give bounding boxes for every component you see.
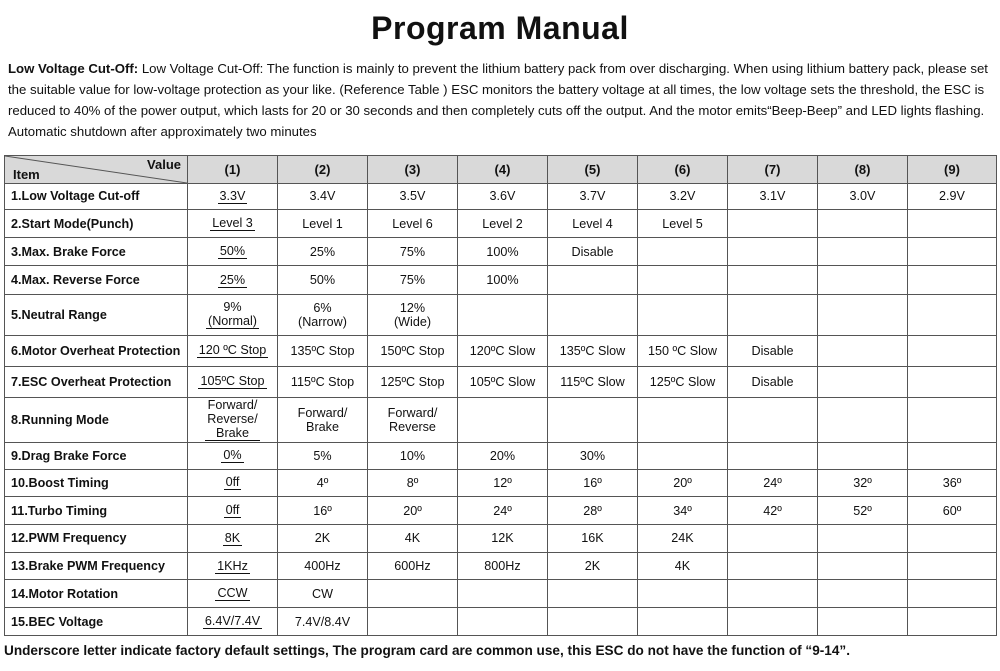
table-cell [458,608,548,636]
cell-value: Disable [571,244,614,259]
table-cell [188,608,278,636]
table-cell [908,209,997,238]
table-cell [458,209,548,238]
cell-value: 20º [403,503,422,518]
default-value: 3.3V [219,188,246,203]
table-cell [458,469,548,497]
row-item-label: 7.ESC Overheat Protection [5,366,188,397]
row-item-label: 5.Neutral Range [5,294,188,335]
row-item-label: 4.Max. Reverse Force [5,266,188,295]
cell-value: 120ºC Slow [469,343,536,358]
table-cell [188,266,278,295]
table-cell [908,552,997,580]
table-cell [638,366,728,397]
table-cell [188,366,278,397]
table-cell [638,580,728,608]
default-value: 25% [219,272,246,287]
table-cell [458,184,548,210]
cell-value: 16º [313,503,332,518]
table-cell [368,608,458,636]
table-row [5,238,997,266]
table-cell [368,442,458,469]
cell-value: 5% [313,448,332,463]
table-cell [728,335,818,366]
table-cell [818,266,908,295]
table-cell [908,580,997,608]
table-cell [368,294,458,335]
table-cell [548,266,638,295]
table-cell [548,608,638,636]
table-cell [548,524,638,552]
program-table [4,155,997,636]
column-header: (1) [188,156,278,184]
cell-value: 75% [399,244,426,259]
table-cell [278,184,368,210]
cell-value: 115ºC Slow [560,374,625,389]
default-value: 6.4V/7.4V [204,614,261,629]
default-value: 0ff [225,475,240,490]
table-cell [368,238,458,266]
table-row [5,266,997,295]
table-cell [728,469,818,497]
table-cell [908,397,997,442]
table-cell [818,397,908,442]
cell-value: CW [312,586,333,601]
table-row [5,397,997,442]
table-cell [638,552,728,580]
row-item-label: 2.Start Mode(Punch) [5,209,188,238]
table-row [5,469,997,497]
header-corner [5,156,188,184]
cell-value: 3.4V [309,189,336,204]
table-cell [818,335,908,366]
table-cell [368,366,458,397]
column-header: (2) [278,156,368,184]
default-value: Forward/ Reverse/ Brake [207,398,258,441]
table-cell [638,497,728,525]
table-cell [908,366,997,397]
table-cell [818,366,908,397]
cell-value: 7.4V/8.4V [294,614,351,629]
table-cell [548,184,638,210]
intro-paragraph [8,58,994,142]
table-cell [548,497,638,525]
table-cell [188,552,278,580]
table-cell [188,335,278,366]
table-cell [638,524,728,552]
table-cell [368,580,458,608]
default-value: 0% [223,448,242,463]
table-cell [908,469,997,497]
table-cell [548,552,638,580]
row-item-label: 13.Brake PWM Frequency [5,552,188,580]
table-cell [548,209,638,238]
table-cell [278,442,368,469]
cell-value: 100% [486,273,519,288]
table-cell [638,335,728,366]
cell-value: Disable [751,343,794,358]
table-cell [818,209,908,238]
table-cell [728,580,818,608]
table-cell [728,294,818,335]
table-cell [908,497,997,525]
cell-value: 2K [314,531,331,546]
table-cell [188,294,278,335]
intro-text: Low Voltage Cut-Off: The function is mainly to prevent the lithium battery pack from over discharging. When using lithium battery pack, please set the suitable value for low-voltage protection as your like. (Reference Table ) ESC monitors the battery voltage at all times, the low voltage sets the threshold, the ESC is reduced to 40% of the power output, which lasts for 20 or 30 seconds and then completely cuts off the output. And the motor emits“Beep-Beep” and LED lights flashing. Automatic shutdown after approximately two minutes [8,61,988,139]
table-cell [458,335,548,366]
cell-value: 20% [489,448,516,463]
cell-value: 24K [671,531,694,546]
table-cell [818,238,908,266]
cell-value: 4K [404,531,421,546]
table-cell [188,580,278,608]
cell-value: 16K [581,531,604,546]
row-item-label: 15.BEC Voltage [5,608,188,636]
cell-value: Level 6 [392,216,433,231]
table-cell [548,294,638,335]
cell-value: 3.7V [579,189,606,204]
cell-value: 125ºC Slow [649,374,716,389]
table-cell [278,335,368,366]
table-cell [278,580,368,608]
cell-value: 3.5V [399,189,426,204]
table-cell [278,238,368,266]
cell-value: Forward/ Reverse [387,405,438,434]
table-cell [458,366,548,397]
footer-note: Underscore letter indicate factory default settings, The program card are common use, this ESC do not have the function of “9-14”. [4,643,850,658]
cell-value: 34º [673,503,692,518]
table-cell [908,608,997,636]
cell-value: 150 ºC Slow [647,343,717,358]
table-cell [458,397,548,442]
cell-value: 12º [493,475,512,490]
cell-value: Level 1 [302,216,343,231]
table-cell [908,524,997,552]
table-cell [188,209,278,238]
cell-value: 24º [493,503,512,518]
table-cell [278,397,368,442]
table-cell [728,209,818,238]
table-row [5,497,997,525]
cell-value: 28º [583,503,602,518]
table-cell [368,469,458,497]
row-item-label: 9.Drag Brake Force [5,442,188,469]
cell-value: 30% [579,448,606,463]
cell-value: 75% [399,273,426,288]
cell-value: 4K [674,559,691,574]
cell-value: 16º [583,475,602,490]
cell-value: 105ºC Slow [469,374,536,389]
row-item-label: 6.Motor Overheat Protection [5,335,188,366]
table-header-row [5,156,997,184]
table-row [5,366,997,397]
cell-value: 3.1V [759,189,786,204]
table-cell [278,366,368,397]
table-cell [818,552,908,580]
table-cell [908,238,997,266]
cell-value: Disable [751,374,794,389]
row-item-label: 3.Max. Brake Force [5,238,188,266]
table-cell [728,266,818,295]
table-cell [728,608,818,636]
table-cell [908,184,997,210]
default-value: 8K [224,530,241,545]
default-value: CCW [217,586,248,601]
cell-value: 115ºC Stop [290,374,355,389]
table-cell [638,266,728,295]
table-cell [368,397,458,442]
table-cell [908,442,997,469]
table-cell [728,184,818,210]
table-cell [188,524,278,552]
corner-value-label: Value [147,157,181,172]
table-cell [728,397,818,442]
column-header: (8) [818,156,908,184]
cell-value: 3.2V [669,189,696,204]
cell-value: 50% [309,273,336,288]
table-cell [818,294,908,335]
table-cell [548,580,638,608]
table-cell [818,497,908,525]
column-header: (3) [368,156,458,184]
table-cell [278,608,368,636]
table-cell [458,442,548,469]
table-cell [368,209,458,238]
column-header: (5) [548,156,638,184]
table-cell [368,266,458,295]
table-cell [188,238,278,266]
cell-value: Level 4 [572,216,613,231]
table-cell [548,397,638,442]
cell-value: 36º [942,475,962,490]
table-cell [908,266,997,295]
cell-value: Level 2 [482,216,523,231]
table-cell [728,552,818,580]
table-cell [818,608,908,636]
cell-value: 150ºC Stop [380,343,445,358]
cell-value: 4º [316,475,329,490]
table-row [5,209,997,238]
table-cell [278,524,368,552]
table-cell [818,580,908,608]
cell-value: 400Hz [304,559,341,574]
cell-value: Forward/ Brake [297,405,348,434]
default-value: 50% [219,244,246,259]
table-cell [638,397,728,442]
table-cell [908,335,997,366]
default-value: 1KHz [217,558,248,573]
table-cell [458,524,548,552]
table-cell [638,209,728,238]
cell-value: 6% (Narrow) [298,300,347,329]
table-cell [548,238,638,266]
row-item-label: 12.PWM Frequency [5,524,188,552]
row-item-label: 1.Low Voltage Cut-off [5,184,188,210]
table-row [5,294,997,335]
row-item-label: 10.Boost Timing [5,469,188,497]
table-cell [458,552,548,580]
table-cell [188,469,278,497]
table-cell [278,209,368,238]
default-value: 9% (Normal) [208,300,257,329]
table-cell [548,335,638,366]
cell-value: 135ºC Stop [290,343,355,358]
table-cell [818,469,908,497]
default-value: 120 ºC Stop [198,343,267,358]
default-value: Level 3 [212,216,253,231]
cell-value: 24º [763,475,782,490]
cell-value: 800Hz [484,559,521,574]
intro-label: Low Voltage Cut-Off: [8,61,139,76]
cell-value: 3.6V [489,189,516,204]
row-item-label: 8.Running Mode [5,397,188,442]
cell-value: 3.0V [849,189,876,204]
table-cell [368,524,458,552]
column-header: (6) [638,156,728,184]
table-cell [188,184,278,210]
column-header: (7) [728,156,818,184]
cell-value: 25% [309,244,336,259]
cell-value: 135ºC Slow [559,343,626,358]
table-cell [368,497,458,525]
cell-value: 60º [942,503,962,518]
table-cell [458,266,548,295]
table-cell [548,366,638,397]
table-row [5,580,997,608]
table-cell [728,238,818,266]
cell-value: 20º [673,475,692,490]
page-title: Program Manual [371,10,629,46]
row-item-label: 11.Turbo Timing [5,497,188,525]
table-cell [908,294,997,335]
cell-value: 32º [853,475,872,490]
default-value: 0ff [225,503,240,518]
cell-value: 10% [399,448,426,463]
table-cell [638,238,728,266]
corner-item-label: Item [13,167,40,182]
table-cell [458,580,548,608]
cell-value: 8º [406,475,419,490]
cell-value: 12K [491,531,514,546]
table-cell [548,469,638,497]
table-cell [638,442,728,469]
table-row [5,184,997,210]
cell-value: Level 5 [662,216,703,231]
column-header: (9) [908,156,997,184]
table-row [5,335,997,366]
table-cell [728,497,818,525]
table-cell [728,524,818,552]
table-cell [818,442,908,469]
table-cell [458,238,548,266]
cell-value: 52º [853,503,872,518]
cell-value: 2.9V [939,189,965,204]
table-cell [728,442,818,469]
cell-value: 12% (Wide) [393,300,432,329]
table-cell [278,294,368,335]
table-cell [278,266,368,295]
table-cell [638,184,728,210]
cell-value: 600Hz [394,559,431,574]
table-cell [548,442,638,469]
table-row [5,524,997,552]
table-cell [818,184,908,210]
table-cell [278,497,368,525]
column-header: (4) [458,156,548,184]
table-cell [638,294,728,335]
table-cell [188,442,278,469]
table-cell [638,608,728,636]
table-cell [368,552,458,580]
table-cell [458,497,548,525]
table-cell [638,469,728,497]
table-row [5,442,997,469]
table-cell [188,397,278,442]
default-value: 105ºC Stop [200,374,265,389]
table-cell [278,552,368,580]
table-cell [728,366,818,397]
table-cell [188,497,278,525]
table-cell [458,294,548,335]
cell-value: 125ºC Stop [380,374,445,389]
table-cell [368,335,458,366]
table-row [5,552,997,580]
cell-value: 100% [486,244,519,259]
table-cell [368,184,458,210]
cell-value: 42º [763,503,782,518]
table-cell [278,469,368,497]
table-row [5,608,997,636]
row-item-label: 14.Motor Rotation [5,580,188,608]
table-cell [818,524,908,552]
cell-value: 2K [584,559,601,574]
